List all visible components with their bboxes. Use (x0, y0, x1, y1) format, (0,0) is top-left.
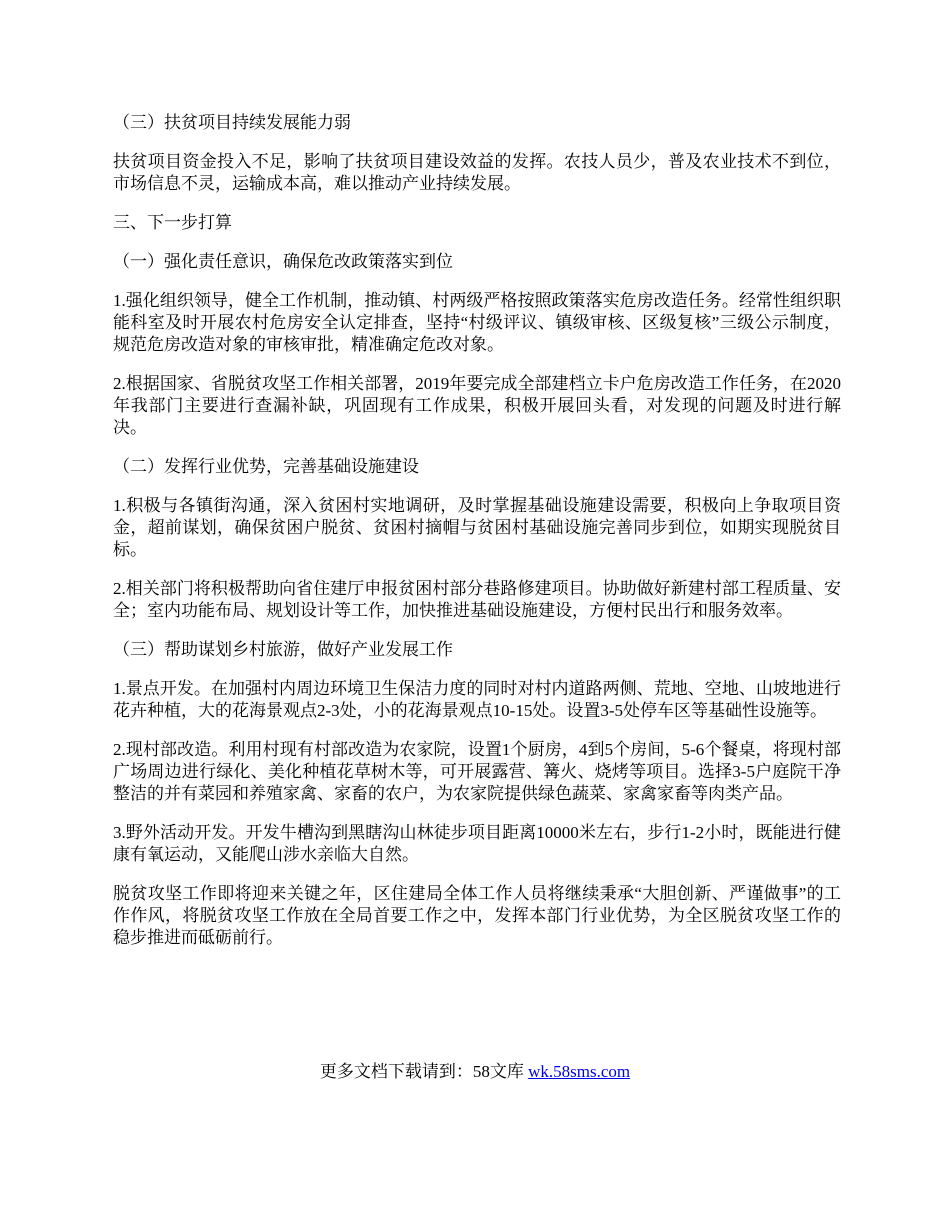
document-body (113, 112, 841, 966)
paragraph: 1.积极与各镇街沟通，深入贫困村实地调研，及时掌握基础设施建设需要，积极向上争取项目资金，超前谋划，确保贫困户脱贫、贫困村摘帽与贫困村基础设施完善同步到位，如期实现脱贫目标。 (113, 496, 841, 559)
section-heading: （二）发挥行业优势，完善基础设施建设 (113, 457, 419, 476)
paragraph: 1.强化组织领导，健全工作机制，推动镇、村两级严格按照政策落实危房改造任务。经常性组织职能科室及时开展农村危房安全认定排查，坚持“村级评议、镇级审核、区级复核”三级公示制度，规范危房改造对象的审核审批，精准确定危改对象。 (113, 291, 841, 354)
paragraph: 扶贫项目资金投入不足，影响了扶贫项目建设效益的发挥。农技人员少，普及农业技术不到位，市场信息不灵，运输成本高，难以推动产业持续发展。 (113, 152, 841, 193)
download-footer (0, 1061, 950, 1083)
footer-link[interactable]: wk.58sms.com (528, 1062, 631, 1081)
section-heading: （一）强化责任意识，确保危改政策落实到位 (113, 252, 453, 271)
paragraph: 2.现村部改造。利用村现有村部改造为农家院，设置1个厨房，4到5个房间，5-6个餐桌，将现村部广场周边进行绿化、美化种植花草树木等，可开展露营、篝火、烧烤等项目。选择3-5户庭院干净整洁的并有菜园和养殖家禽、家畜的农户，为农家院提供绿色蔬菜、家禽家畜等肉类产品。 (113, 740, 841, 803)
paragraph: 2.根据国家、省脱贫攻坚工作相关部署，2019年要完成全部建档立卡户危房改造工作任务，在2020年我部门主要进行查漏补缺，巩固现有工作成果，积极开展回头看，对发现的问题及时进行解决。 (113, 374, 841, 437)
paragraph: 2.相关部门将积极帮助向省住建厅申报贫困村部分巷路修建项目。协助做好新建村部工程质量、安全；室内功能布局、规划设计等工作，加快推进基础设施建设，方便村民出行和服务效率。 (113, 579, 841, 620)
paragraph: 1.景点开发。在加强村内周边环境卫生保洁力度的同时对村内道路两侧、荒地、空地、山坡地进行花卉种植，大的花海景观点2-3处，小的花海景观点10-15处。设置3-5处停车区等基础性设施等。 (113, 679, 841, 720)
footer-text: 更多文档下载请到：58文库 (319, 1062, 529, 1081)
section-heading: 三、下一步打算 (113, 213, 232, 232)
paragraph: 脱贫攻坚工作即将迎来关键之年，区住建局全体工作人员将继续秉承“大胆创新、严谨做事”的工作作风，将脱贫攻坚工作放在全局首要工作之中，发挥本部门行业优势，为全区脱贫攻坚工作的稳步推进而砥砺前行。 (113, 884, 841, 947)
section-heading: （三）帮助谋划乡村旅游，做好产业发展工作 (113, 640, 453, 659)
section-heading: （三）扶贫项目持续发展能力弱 (113, 113, 351, 132)
paragraph: 3.野外活动开发。开发牛槽沟到黑瞎沟山林徒步项目距离10000米左右，步行1-2小时，既能进行健康有氧运动，又能爬山涉水亲临大自然。 (113, 823, 841, 864)
